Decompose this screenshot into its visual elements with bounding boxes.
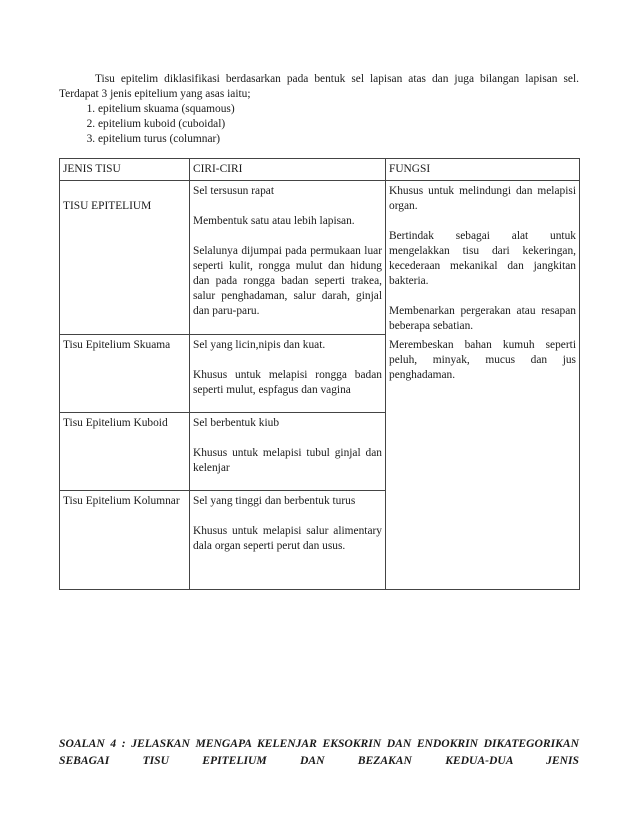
cell-fungsi-empty: [386, 491, 580, 590]
cell-jenis: Tisu Epitelium Skuama: [60, 335, 190, 413]
table-row: [60, 335, 580, 413]
fungsi-text: Membenarkan pergerakan atau resapan beberapa sebatian.: [389, 305, 576, 332]
cell-jenis: Tisu Epitelium Kolumnar: [60, 491, 190, 590]
header-fungsi: FUNGSI: [386, 159, 580, 181]
list-item: 1. epitelium skuama (squamous): [98, 102, 579, 117]
ciri-text: Khusus untuk melapisi tubul ginjal dan kelenjar: [193, 447, 382, 474]
cell-fungsi: [386, 181, 580, 335]
epithelium-table: [59, 158, 580, 590]
epithelium-type-list: [59, 102, 579, 147]
list-item: 2. epitelium kuboid (cuboidal): [98, 117, 579, 132]
ciri-text: Selalunya dijumpai pada permukaan luar seperti kulit, rongga mulut dan hidung dan pada rongga badan seperti trakea, salur penghadaman, salur darah, ginjal dan paru-paru.: [193, 245, 382, 317]
cell-fungsi: [386, 335, 580, 413]
jenis-label: TISU EPITELIUM: [63, 200, 152, 212]
table-row: [60, 413, 580, 491]
fungsi-text: Khusus untuk melindungi dan melapisi organ.: [389, 185, 576, 212]
fungsi-text: Bertindak sebagai alat untuk mengelakkan tisu dari kekeringan, kecederaan mekanikal dan jangkitan bakteria.: [389, 230, 576, 287]
intro-section: [59, 72, 579, 147]
cell-fungsi-empty: [386, 413, 580, 491]
cell-ciri: [190, 181, 386, 335]
list-item: 3. epitelium turus (columnar): [98, 132, 579, 147]
ciri-text: Sel berbentuk kiub: [193, 417, 280, 429]
header-ciri-ciri: CIRI-CIRI: [190, 159, 386, 181]
cell-ciri: [190, 335, 386, 413]
cell-jenis: Tisu Epitelium Kuboid: [60, 413, 190, 491]
intro-paragraph: Tisu epitelim diklasifikasi berdasarkan pada bentuk sel lapisan atas dan juga bilangan lapisan sel. Terdapat 3 jenis epitelium yang asas iaitu;: [59, 73, 579, 100]
fungsi-text: Merembeskan bahan kumuh seperti peluh, minyak, mucus dan jus penghadaman.: [389, 338, 576, 381]
ciri-text: Membentuk satu atau lebih lapisan.: [193, 215, 355, 227]
ciri-text: Khusus untuk melapisi salur alimentary dala organ seperti perut dan usus.: [193, 525, 382, 552]
ciri-text: Sel yang licin,nipis dan kuat.: [193, 339, 326, 351]
cell-ciri: [190, 491, 386, 590]
ciri-text: Khusus untuk melapisi rongga badan seperti mulut, espfagus dan vagina: [193, 369, 382, 396]
table-header-row: [60, 159, 580, 181]
header-jenis-tisu: JENIS TISU: [60, 159, 190, 181]
table-row: [60, 491, 580, 590]
ciri-text: Sel yang tinggi dan berbentuk turus: [193, 495, 356, 507]
cell-jenis: [60, 181, 190, 335]
question-heading: SOALAN 4 : JELASKAN MENGAPA KELENJAR EKSOKRIN DAN ENDOKRIN DIKATEGORIKAN SEBAGAI TISU EPITELIUM DAN BEZAKAN KEDUA-DUA JENIS: [59, 737, 579, 767]
ciri-text: Sel tersusun rapat: [193, 185, 274, 197]
table-row: [60, 181, 580, 335]
cell-ciri: [190, 413, 386, 491]
